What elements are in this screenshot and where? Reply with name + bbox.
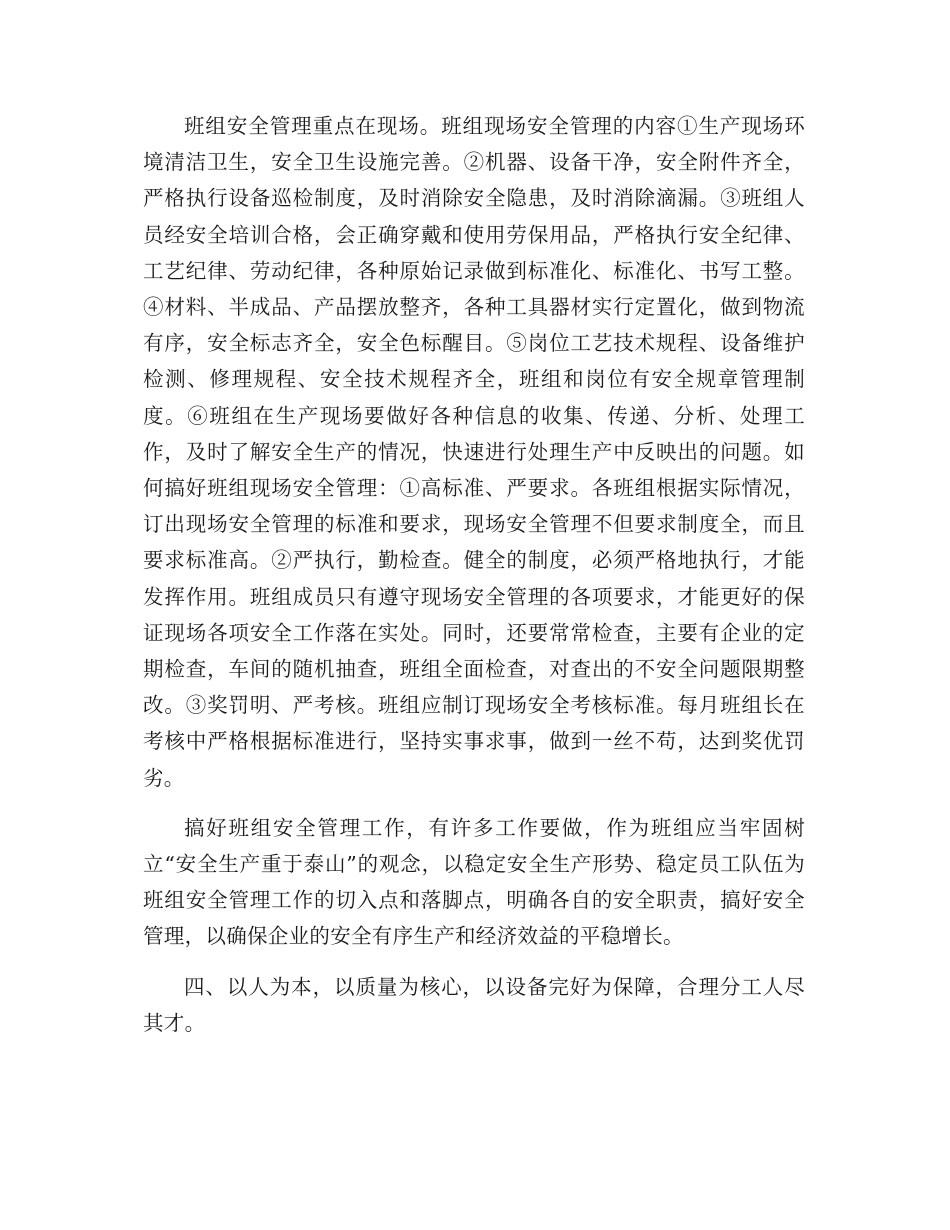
paragraph-section-four-heading: 四、以人为本，以质量为核心，以设备完好为保障，合理分工人尽其才。 [143, 974, 805, 1035]
paragraph-site-safety-management: 班组安全管理重点在现场。班组现场安全管理的内容①生产现场环境清洁卫生，安全卫生设施完善。②机器、设备干净，安全附件齐全，严格执行设备巡检制度，及时消除安全隐患，及时消除滴漏。③班组人员经安全培训合格，会正确穿戴和使用劳保用品，严格执行安全纪律、工艺纪律、劳动纪律，各种原始记录做到标准化、标准化、书写工整。④材料、半成品、产品摆放整齐，各种工具器材实行定置化，做到物流有序，安全标志齐全，安全色标醒目。⑤岗位工艺技术规程、设备维护检测、修理规程、安全技术规程齐全，班组和岗位有安全规章管理制度。⑥班组在生产现场要做好各种信息的收集、传递、分析、处理工作，及时了解安全生产的情况，快速进行处理生产中反映出的问题。如何搞好班组现场安全管理：①高标准、严要求。各班组根据实际情况，订出现场安全管理的标准和要求，现场安全管理不但要求制度全，而且要求标准高。②严执行，勤检查。健全的制度，必须严格地执行，才能发挥作用。班组成员只有遵守现场安全管理的各项要求，才能更好的保证现场各项安全工作落在实处。同时，还要常常检查，主要有企业的定期检查，车间的随机抽查，班组全面检查，对查出的不安全问题限期整改。③奖罚明、严考核。班组应制订现场安全考核标准。每月班组长在考核中严格根据标准进行，坚持实事求事，做到一丝不苟，达到奖优罚劣。 [143, 114, 805, 790]
paragraph-team-safety-work: 搞好班组安全管理工作，有许多工作要做，作为班组应当牢固树立“安全生产重于泰山”的观念，以稳定安全生产形势、稳定员工队伍为班组安全管理工作的切入点和落脚点，明确各自的安全职责，搞好安全管理，以确保企业的安全有序生产和经济效益的平稳增长。 [143, 815, 805, 949]
document-page [143, 108, 805, 1041]
